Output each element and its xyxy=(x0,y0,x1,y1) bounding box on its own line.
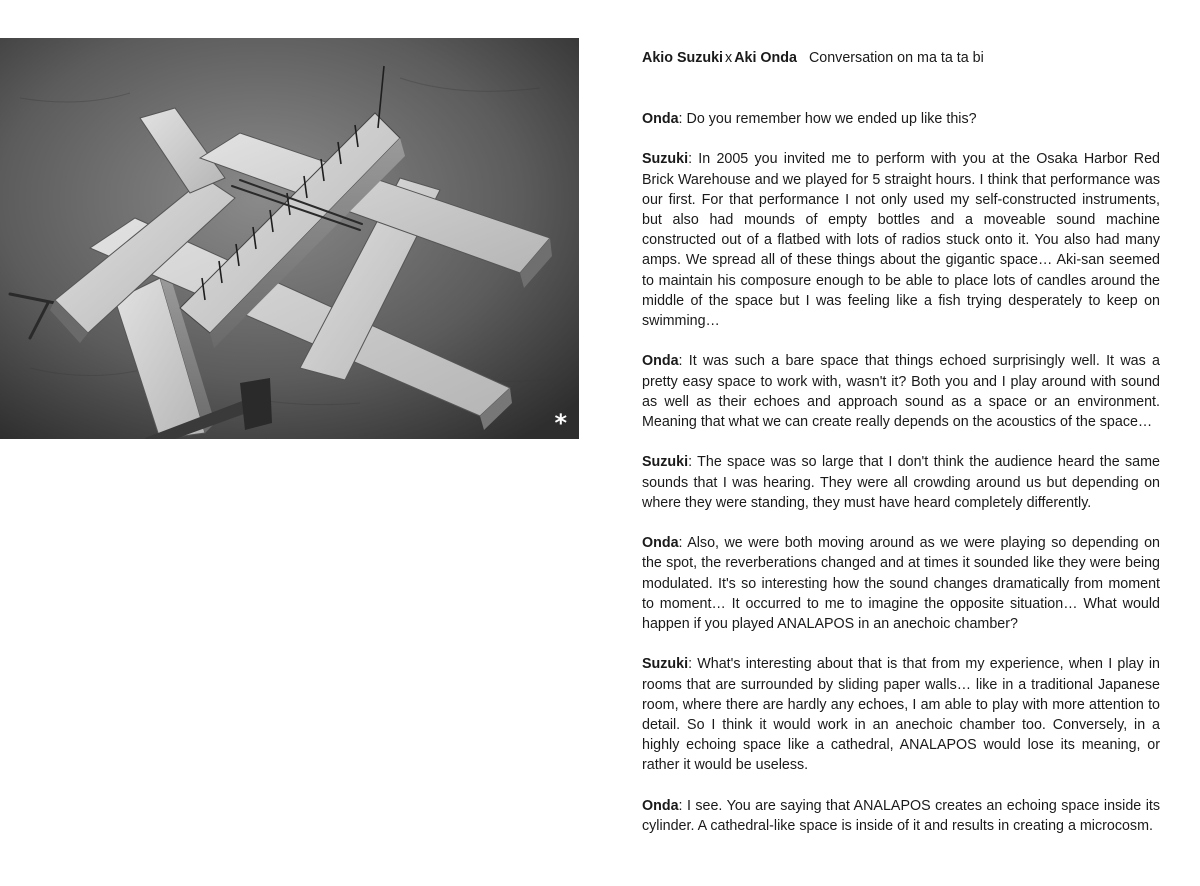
dialogue-text: : I see. You are saying that ANALAPOS creates an echoing space inside its cylinder. A cathedral-like space is inside of it and results in creating a microcosm. xyxy=(642,797,1160,835)
article-header xyxy=(642,48,1160,68)
dialogue-text: : Also, we were both moving around as we were playing so depending on the spot, the reverberations changed and at times it sounded like they were being modulated. It's so interesting how the sound changes dramatically from moment to moment… It occurred to me to imagine the opposite situation… What would happen if you played ANALAPOS in an anechoic chamber? xyxy=(642,535,1160,633)
dialogue-paragraph xyxy=(642,351,1160,432)
speaker-name: Suzuki xyxy=(642,454,689,471)
header-separator: x xyxy=(725,50,733,66)
dialogue-text: : What's interesting about that is that from my experience, when I play in rooms that are surrounded by sliding paper walls… like in a traditional Japanese room, where there are hardly any echoes, I am able to play with more attention to detail. So I think it would work in an anechoic chamber too. Conversely, in a highly echoing space like a cathedral, ANALAPOS would lose its meaning, or rather it would be useless. xyxy=(642,656,1160,774)
speaker-name: Onda xyxy=(642,353,679,370)
dialogue-text: : Do you remember how we ended up like this? xyxy=(678,111,977,127)
dialogue-paragraph xyxy=(642,109,1160,129)
dialogue-paragraph xyxy=(642,149,1160,331)
speaker-name: Onda xyxy=(642,535,679,552)
speaker-name: Onda xyxy=(642,111,679,127)
speaker-name: Suzuki xyxy=(642,151,689,168)
person1-name: Akio Suzuki xyxy=(642,50,724,66)
speaker-name: Suzuki xyxy=(642,656,689,673)
asterisk-mark: * xyxy=(554,409,567,437)
conversation-article xyxy=(642,48,1160,856)
dialogue-text: : The space was so large that I don't think the audience heard the same sounds that I was hearing. They were all crowding around us but depending on where they were standing, they must have heard completely differently. xyxy=(642,454,1160,511)
article-subtitle: Conversation on ma ta ta bi xyxy=(808,50,984,66)
dialogue-paragraph xyxy=(642,533,1160,634)
dialogue-paragraph xyxy=(642,654,1160,775)
dialogue-text: : It was such a bare space that things echoed surprisingly well. It was a pretty easy space to work with, wasn't it? Both you and I play around with sound as well as their echoes and approach sound as a space or an environment. Meaning that what we can create really depends on the acoustics of the space… xyxy=(642,353,1160,431)
sculpture-photo xyxy=(0,38,579,439)
dialogue-text: : In 2005 you invited me to perform with you at the Osaka Harbor Red Brick Warehouse and we played for 5 straight hours. I think that performance was our first. For that performance I not only used my self-constructed instruments, but also had mounds of empty bottles and a moveable sound machine constructed out of a flatbed with lots of radios stuck onto it. You also had many amps. We spread all of these things about the gigantic space… Aki-san seemed to maintain his composure enough to be able to place lots of candles around the middle of the space but I was feeling like a fish trying desperately to keep on swimming… xyxy=(642,151,1160,330)
person2-name: Aki Onda xyxy=(734,50,797,66)
wooden-beams-illustration xyxy=(0,38,579,439)
speaker-name: Onda xyxy=(642,797,679,814)
dialogue-paragraph xyxy=(642,796,1160,836)
dialogue-paragraph xyxy=(642,452,1160,513)
